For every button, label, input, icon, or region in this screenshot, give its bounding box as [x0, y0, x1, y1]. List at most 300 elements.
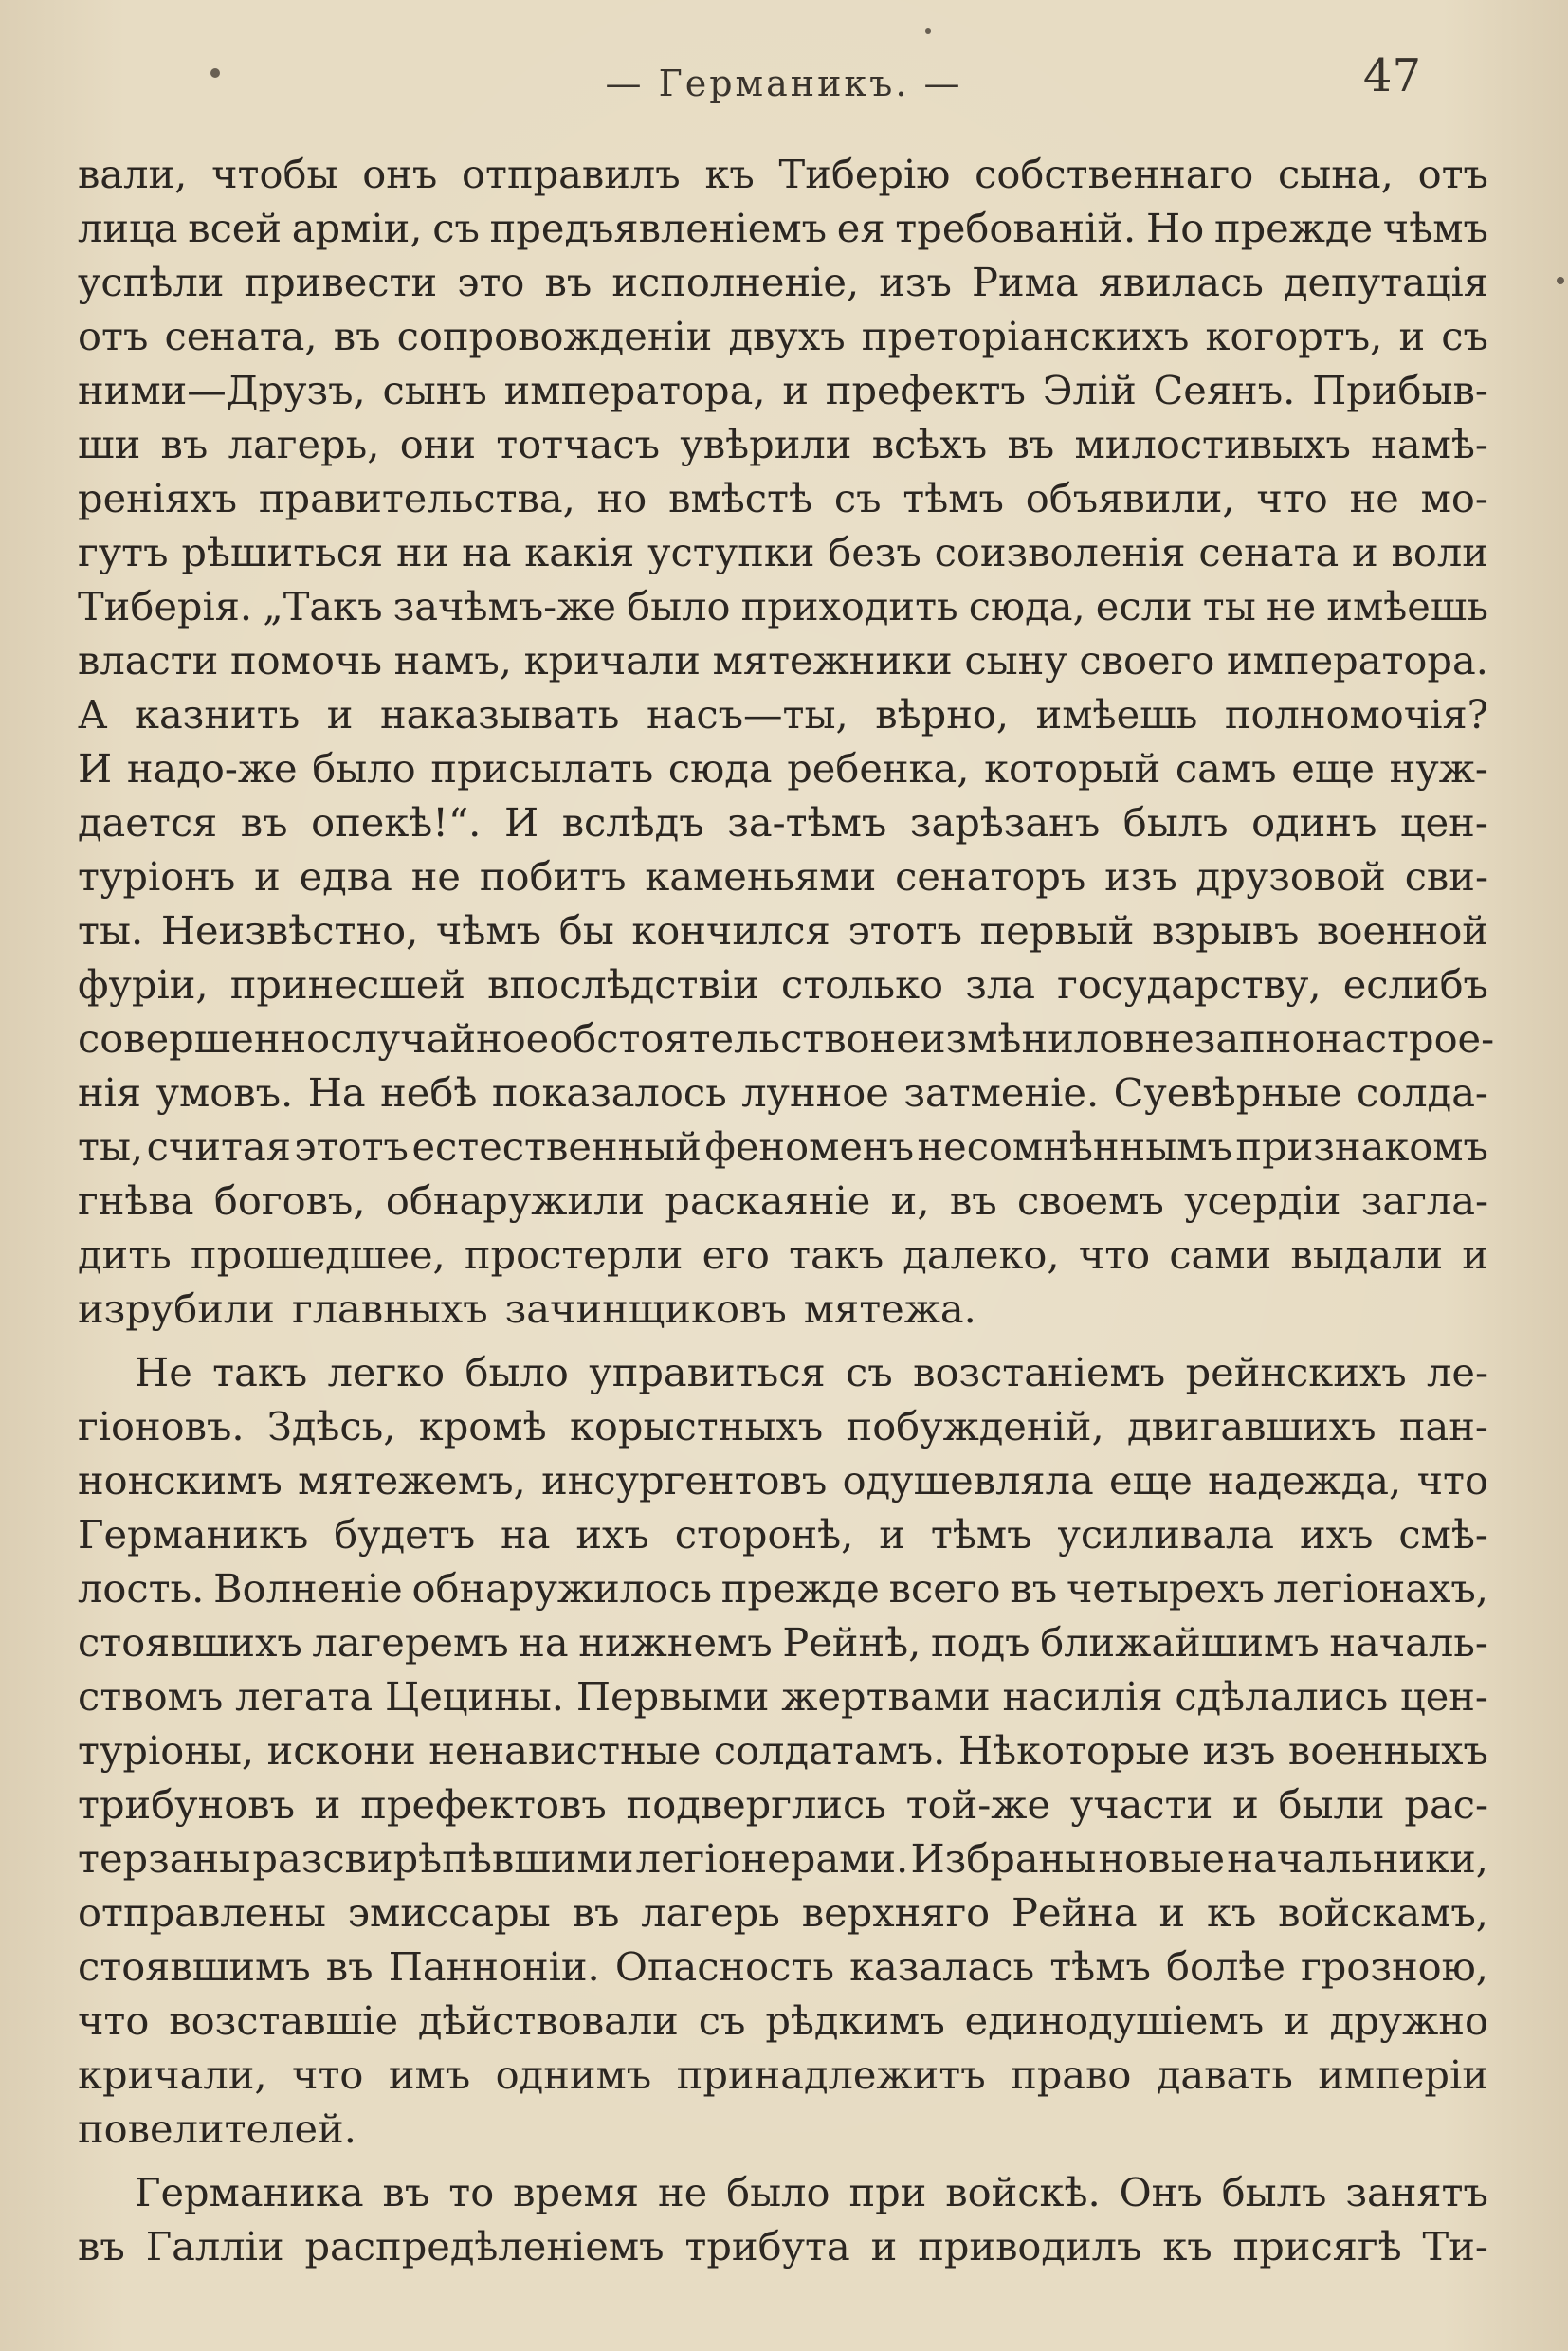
word: ни [395, 529, 449, 575]
word: зла [965, 961, 1035, 1008]
word: еслибъ [1342, 961, 1488, 1008]
word: было [627, 583, 731, 629]
word: воли [1391, 529, 1488, 575]
word: сами [1169, 1231, 1272, 1278]
word: эмиссары [347, 1889, 551, 1936]
word: военныхъ [1287, 1727, 1488, 1774]
word: и [782, 367, 809, 413]
text-line [78, 1453, 1488, 1507]
text-line [78, 1066, 1488, 1120]
word: Германикъ [78, 1511, 309, 1558]
word: Ти- [1422, 2223, 1488, 2269]
word: въ [949, 1177, 997, 1224]
word: искони [266, 1727, 416, 1774]
word: право [1011, 2051, 1132, 2098]
word: отправилъ [462, 151, 681, 197]
word: рѣдкимъ [765, 1997, 945, 2044]
paragraph [78, 2165, 1488, 2273]
word: Германика [135, 2169, 364, 2215]
word: безъ [828, 529, 921, 575]
word: Суевѣрные [1113, 1069, 1342, 1116]
word: ле- [1427, 1349, 1488, 1395]
word: время [513, 2169, 640, 2215]
word: одинъ [1251, 799, 1377, 846]
word: однимъ [495, 2051, 652, 2098]
word: случайное [330, 1015, 550, 1062]
text-line [78, 1282, 1488, 1336]
word: разсвирѣпѣвшими [252, 1835, 634, 1882]
word: намъ, [393, 637, 512, 683]
word: на [501, 1511, 551, 1558]
word: въ [240, 799, 288, 846]
word: приходить [740, 583, 958, 629]
word: нижнемъ [578, 1619, 773, 1666]
word: будетъ [334, 1511, 476, 1558]
word: всей [188, 205, 283, 251]
word: признакомъ [1235, 1123, 1488, 1170]
word: смѣ- [1398, 1511, 1488, 1558]
word: цен- [1399, 799, 1488, 846]
word: Сеянъ. [1153, 367, 1296, 413]
word: не [1266, 583, 1317, 629]
word: къ [1206, 1889, 1257, 1936]
word: имѣешь [1326, 583, 1488, 629]
word: военной [1317, 907, 1488, 954]
word: легко [327, 1349, 446, 1395]
text-line [78, 1777, 1488, 1832]
word: естественный [411, 1123, 702, 1170]
word: началь- [1329, 1619, 1488, 1666]
word: усердіи [1184, 1177, 1341, 1224]
word: сопровожденіи [396, 313, 713, 359]
word: не [869, 1015, 920, 1062]
word: рѣшиться [181, 529, 384, 575]
text-line [78, 1940, 1488, 1994]
word: приводилъ [918, 2223, 1142, 2269]
word: лагерь [641, 1889, 780, 1936]
word: гутъ [78, 529, 169, 575]
word: чтобы [211, 151, 338, 197]
word: и [254, 853, 281, 900]
word: участи [1069, 1781, 1213, 1828]
word: сюда [667, 745, 773, 792]
word: чѣмъ [435, 907, 542, 954]
word: Опасность [614, 1943, 834, 1990]
text-line [78, 2102, 1488, 2156]
word: тотчасъ [496, 421, 661, 467]
word: и [1352, 529, 1378, 575]
word: первый [979, 907, 1135, 954]
word: И [78, 745, 113, 792]
text-line [78, 1886, 1488, 1940]
word: загла- [1360, 1177, 1488, 1224]
word: уступки [647, 529, 815, 575]
word: лунное [741, 1069, 889, 1116]
word: кромѣ [418, 1403, 547, 1449]
word: къ [1162, 2223, 1212, 2269]
word: не [658, 2169, 708, 2215]
word: и [879, 1511, 905, 1558]
word: главныхъ [291, 1285, 488, 1332]
text-line [78, 201, 1488, 255]
word: верхняго [801, 1889, 991, 1936]
text-line [78, 525, 1488, 579]
word: И [503, 799, 539, 846]
word: Нѣкоторые [957, 1727, 1191, 1774]
word: пан- [1398, 1403, 1488, 1449]
word: затменіе. [903, 1069, 1100, 1116]
word: побитъ [479, 853, 627, 900]
word: зачѣмъ-же [392, 583, 616, 629]
word: съ [432, 205, 480, 251]
word: мятежники [712, 637, 953, 683]
word: Рейна [1012, 1889, 1138, 1936]
word: легіонерами. [635, 1835, 909, 1882]
word: если [1095, 583, 1193, 629]
text-line [78, 1174, 1488, 1228]
word: на [519, 1619, 569, 1666]
word: Тиберію [778, 151, 951, 197]
word: четырехъ [1066, 1565, 1265, 1612]
text-line [78, 633, 1488, 687]
word: боговъ, [213, 1177, 366, 1224]
word: прежде [720, 1565, 880, 1612]
word: начальники, [1227, 1835, 1488, 1882]
word: трибуновъ [78, 1781, 295, 1828]
word: изъ [1202, 1727, 1276, 1774]
word: въ [1010, 1565, 1058, 1612]
word: въ [382, 2169, 430, 2215]
word: рейнскихъ [1185, 1349, 1407, 1395]
word: наказывать [379, 691, 620, 738]
text-line [78, 1669, 1488, 1723]
word: Прибыв- [1312, 367, 1488, 413]
word: государству, [1057, 961, 1322, 1008]
word: нуж- [1389, 745, 1488, 792]
word: лость. [78, 1565, 205, 1612]
word: вали, [78, 151, 188, 197]
word: самъ [1175, 745, 1277, 792]
word: и [1284, 1997, 1310, 2044]
word: сената, [164, 313, 318, 359]
word: въ [160, 421, 209, 467]
word: отъ [1417, 151, 1488, 197]
word: сторонѣ, [674, 1511, 854, 1558]
word: нія [78, 1069, 142, 1116]
word: было [465, 1349, 569, 1395]
word: впослѣдствіи [487, 961, 759, 1008]
word: увѣрили [680, 421, 852, 467]
word: помочь [230, 637, 382, 683]
word: сенаторъ [895, 853, 1086, 900]
word: который [984, 745, 1161, 792]
word: Избраны [910, 1835, 1097, 1882]
word: своемъ [1016, 1177, 1164, 1224]
word: побужденій, [846, 1403, 1104, 1449]
running-title: — Германикъ. — [605, 63, 963, 104]
word: корыстныхъ [569, 1403, 824, 1449]
text-line [78, 147, 1488, 201]
word: что [1078, 1231, 1151, 1278]
word: и, [890, 1177, 930, 1224]
word: Первыми [575, 1673, 770, 1720]
word: изъ [1104, 853, 1177, 900]
word: съ [1441, 313, 1488, 359]
word: далеко, [903, 1231, 1060, 1278]
word: той-же [905, 1781, 1051, 1828]
word: выдали [1290, 1231, 1444, 1278]
word: исполненіе, [611, 259, 860, 305]
word: Рейнѣ, [782, 1619, 921, 1666]
word: ши [78, 421, 141, 467]
word: войскѣ. [945, 2169, 1101, 2215]
word: мятежемъ, [298, 1457, 526, 1504]
text-line [78, 309, 1488, 363]
word: стоявшимъ [78, 1943, 311, 1990]
word: сынъ [382, 367, 487, 413]
word: тѣмъ [903, 475, 1004, 521]
word: собственнаго [975, 151, 1254, 197]
word: несомнѣннымъ [917, 1123, 1232, 1170]
word: былъ [1221, 2169, 1327, 2215]
word: легіонахъ, [1273, 1565, 1488, 1612]
word: Онъ [1119, 2169, 1203, 2215]
word: съ [698, 1997, 746, 2044]
word: Неизвѣстно, [160, 907, 419, 954]
word: что [1416, 1457, 1488, 1504]
word: дружно [1329, 1997, 1488, 2044]
word: имѣешь [1035, 691, 1198, 738]
ink-mark-dot [1557, 277, 1564, 284]
text-line [78, 471, 1488, 525]
word: депутація [1283, 259, 1488, 305]
word: сыну [964, 637, 1067, 683]
word: въ [78, 2223, 125, 2269]
text-line [78, 1832, 1488, 1886]
word: лица [78, 205, 178, 251]
word: распредѣленіемъ [304, 2223, 665, 2269]
word: насилія [1002, 1673, 1163, 1720]
word: мо- [1420, 475, 1488, 521]
word: ты [1202, 583, 1256, 629]
text-line [78, 957, 1488, 1011]
word: были [1278, 1781, 1385, 1828]
word: зачинщиковъ [504, 1285, 787, 1332]
word: лагерь, [228, 421, 380, 467]
word: жертвами [781, 1673, 991, 1720]
word: власти [78, 637, 219, 683]
text-line [78, 1120, 1488, 1174]
word: еще [1291, 745, 1375, 792]
word: и [1462, 1231, 1488, 1278]
word: присылать [430, 745, 654, 792]
word: требованій. [895, 205, 1137, 251]
word: Галліи [145, 2223, 284, 2269]
word: войскамъ, [1278, 1889, 1488, 1936]
word: туріоны, [78, 1727, 255, 1774]
text-line [78, 1561, 1488, 1615]
word: отправлены [78, 1889, 326, 1936]
word: своего [1079, 637, 1215, 683]
word: считая [146, 1123, 291, 1170]
word: былъ [1122, 799, 1229, 846]
word: сдѣлались [1175, 1673, 1389, 1720]
word: отъ [78, 313, 149, 359]
word: Волненіе [213, 1565, 403, 1612]
word: прошедшее, [190, 1231, 446, 1278]
word: На [307, 1069, 366, 1116]
word: принесшей [229, 961, 465, 1008]
word: феноменъ [704, 1123, 914, 1170]
word: столько [780, 961, 944, 1008]
text-line [78, 1615, 1488, 1669]
body-text [78, 147, 1495, 2273]
word: этотъ [294, 1123, 409, 1170]
word: бы [558, 907, 614, 954]
word: насъ—ты, [646, 691, 848, 738]
word: ребенка, [787, 745, 970, 792]
word: кричали, [78, 2051, 267, 2098]
word: полномочія? [1224, 691, 1488, 738]
word: туріонъ [78, 853, 236, 900]
word: арміи, [291, 205, 423, 251]
word: успѣли [78, 259, 225, 305]
word: Но [1146, 205, 1205, 251]
word: вслѣдъ [561, 799, 704, 846]
word: привести [244, 259, 438, 305]
word: онъ [362, 151, 438, 197]
word: принадлежитъ [676, 2051, 986, 2098]
word: то [448, 2169, 495, 2215]
word: присягѣ [1232, 2223, 1402, 2269]
word: этотъ [848, 907, 962, 954]
word: фуріи, [78, 961, 209, 1008]
page-number: 47 [1362, 49, 1421, 102]
word: сената [1198, 529, 1340, 575]
word: въ [544, 259, 593, 305]
text-line [78, 1011, 1495, 1066]
word: Элій [1042, 367, 1137, 413]
text-line [78, 2165, 1488, 2219]
word: легата [235, 1673, 374, 1720]
text-line [78, 687, 1488, 741]
word: соизволенія [934, 529, 1186, 575]
word: настрое- [1315, 1015, 1495, 1062]
word: съ [846, 1349, 893, 1395]
word: лагеремъ [312, 1619, 509, 1666]
word: Здѣсь, [266, 1403, 396, 1449]
word: ними—Друзъ, [78, 367, 366, 413]
word: повелителей. [78, 2105, 356, 2152]
word: стоявшихъ [78, 1619, 302, 1666]
word: явилась [1098, 259, 1264, 305]
word: его [702, 1231, 770, 1278]
word: префектъ [825, 367, 1026, 413]
word: къ [704, 151, 755, 197]
word: дить [78, 1231, 172, 1278]
word: обстоятельство [549, 1015, 870, 1062]
word: что [1256, 475, 1328, 521]
word: нонскимъ [78, 1457, 283, 1504]
word: солдатамъ. [713, 1727, 946, 1774]
word: еще [1109, 1457, 1193, 1504]
word: такъ [212, 1349, 308, 1395]
word: гнѣва [78, 1177, 194, 1224]
word: за-тѣмъ [727, 799, 887, 846]
paragraph-gap [78, 1336, 1488, 1345]
word: сюда, [968, 583, 1085, 629]
word: надо-же [126, 745, 298, 792]
word: грозною, [1301, 1943, 1488, 1990]
word: ствомъ [78, 1673, 224, 1720]
text-line [78, 1994, 1488, 2048]
word: что [292, 2051, 364, 2098]
word: и [326, 691, 354, 738]
word: всѣхъ [871, 421, 988, 467]
word: дѣйствовали [417, 1997, 679, 2044]
word: трибута [684, 2223, 850, 2269]
word: возставшіе [169, 1997, 399, 2044]
word: измѣнило [919, 1015, 1123, 1062]
word: ихъ [575, 1511, 649, 1558]
word: казнить [135, 691, 301, 738]
word: одушевляла [842, 1457, 1094, 1504]
word: давать [1156, 2051, 1293, 2098]
word: рас- [1404, 1781, 1488, 1828]
word: реніяхъ [78, 475, 238, 521]
word: префектовъ [360, 1781, 607, 1828]
word: и [1398, 313, 1426, 359]
word: опекѣ!“. [311, 799, 482, 846]
word: изрубили [78, 1285, 275, 1332]
word: подверглись [626, 1781, 886, 1828]
text-line [78, 2048, 1488, 2102]
word: кричали [523, 637, 701, 683]
word: тѣмъ [930, 1511, 1032, 1558]
word: едва [299, 853, 392, 900]
word: въ [1007, 421, 1055, 467]
word: въ [333, 313, 381, 359]
text-line [78, 2219, 1488, 2273]
word: мятежа. [803, 1285, 976, 1332]
word: имъ [388, 2051, 471, 2098]
word: когортъ, [1205, 313, 1383, 359]
word: милостивыхъ [1074, 421, 1351, 467]
word: ненавистные [428, 1727, 702, 1774]
word: обнаружилось [411, 1565, 712, 1612]
word: ты, [78, 1123, 144, 1170]
word: прежде [1213, 205, 1374, 251]
word: и [1232, 1781, 1259, 1828]
word: предъявленіемъ [489, 205, 828, 251]
word: всего [888, 1565, 1001, 1612]
word: кончился [631, 907, 830, 954]
word: небѣ [380, 1069, 478, 1116]
word: зарѣзанъ [909, 799, 1101, 846]
word: и [870, 2223, 898, 2269]
word: ближайшимъ [1040, 1619, 1320, 1666]
word: императора. [1226, 637, 1488, 683]
word: умовъ. [155, 1069, 294, 1116]
word: сви- [1404, 853, 1488, 900]
text-line [78, 741, 1488, 795]
word: сына, [1277, 151, 1394, 197]
word: Рима [972, 259, 1079, 305]
word: при [848, 2169, 927, 2215]
word: въ [572, 1889, 620, 1936]
word: простерли [464, 1231, 684, 1278]
text-line [78, 903, 1488, 957]
